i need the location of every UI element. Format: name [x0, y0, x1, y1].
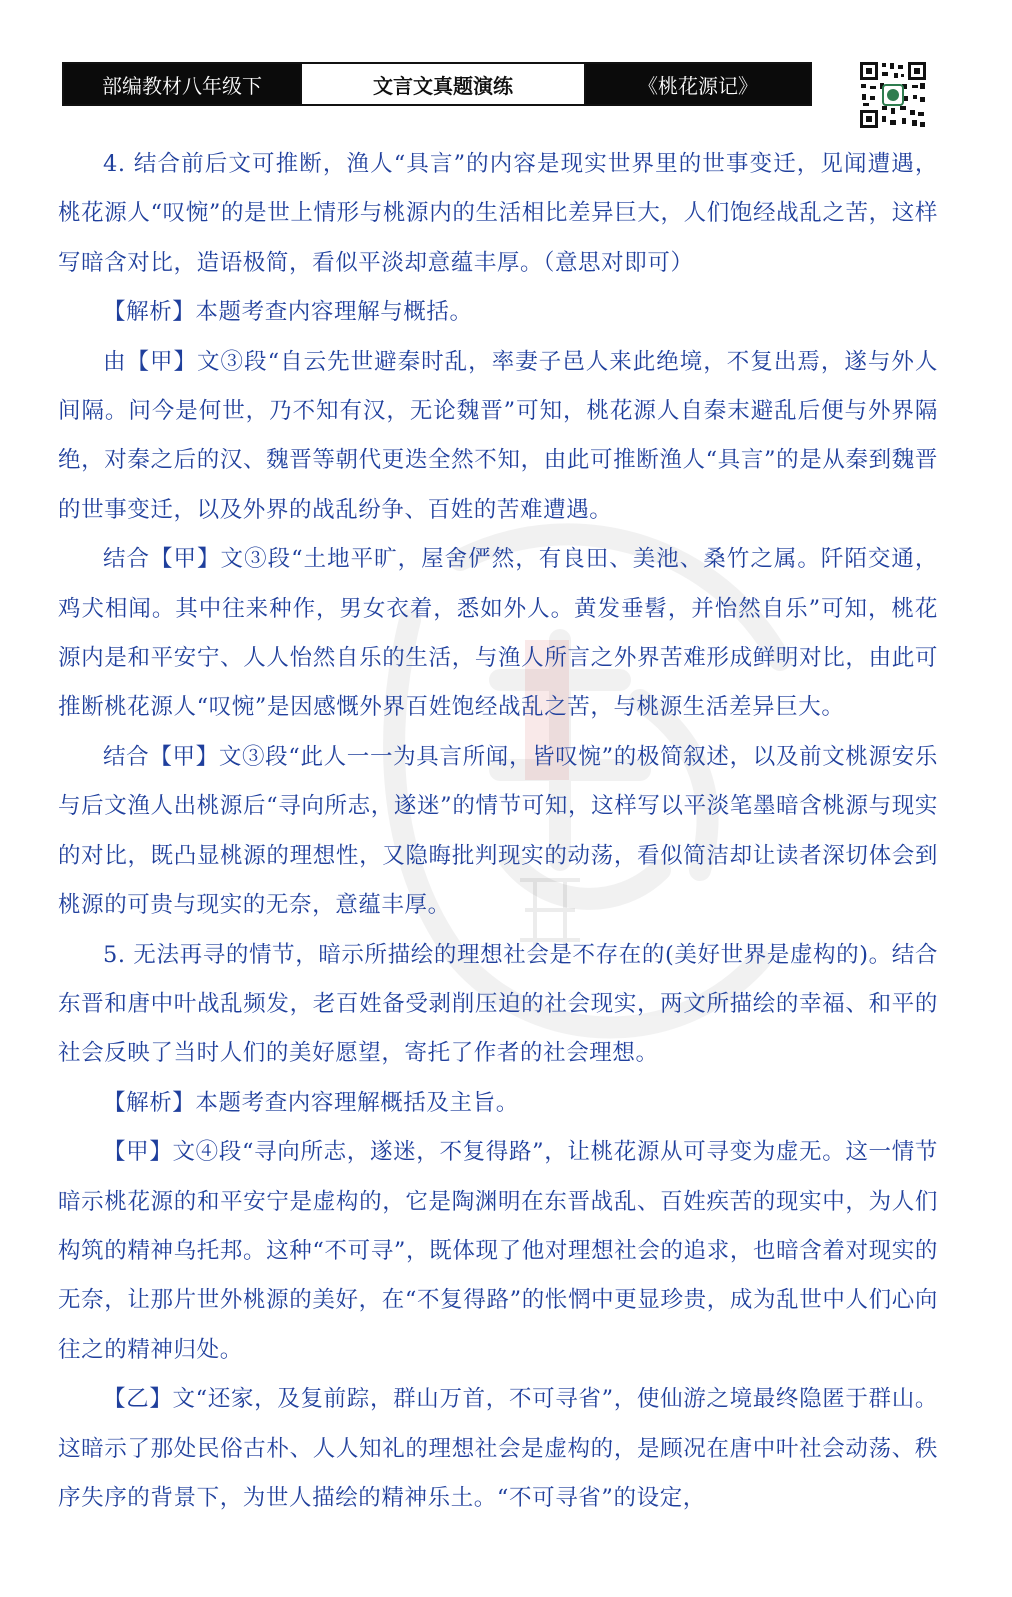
analysis-5-part-1: 【甲】文④段“寻向所志，遂迷，不复得路”，让桃花源从可寻变为虚无。这一情节暗示桃花源的和平安宁是虚构的，它是陶渊明在东晋战乱、百姓疾苦的现实中，为人们构筑的精神乌托邦。这种“不可寻”，既体现了他对理想社会的追求，也暗含着对现实的无奈，让那片世外桃源的美好，在“不复得路”的怅惘中更显珍贵，成为乱世中人们心向往之的精神归处。: [58, 1139, 938, 1363]
answer-content: [58, 140, 938, 1523]
analysis-4-heading: 【解析】本题考查内容理解与概括。: [103, 299, 473, 326]
header-section-title: 文言文真题演练: [300, 64, 586, 104]
header-text-title: 《桃花源记》: [586, 64, 810, 104]
qr-code-icon: [858, 60, 928, 130]
analysis-4-part-2: 结合【甲】文③段“土地平旷，屋舍俨然，有良田、美池、桑竹之属。阡陌交通，鸡犬相闻。其中往来种作，男女衣着，悉如外人。黄发垂髫，并怡然自乐”可知，桃花源内是和平安宁、人人怡然自乐的生活，与渔人所言之外界苦难形成鲜明对比，由此可推断桃花源人“叹惋”是因感慨外界百姓饱经战乱之苦，与桃源生活差异巨大。: [58, 546, 938, 721]
analysis-4-part-1: 由【甲】文③段“自云先世避秦时乱，率妻子邑人来此绝境，不复出焉，遂与外人间隔。问今是何世，乃不知有汉，无论魏晋”可知，桃花源人自秦末避乱后便与外界隔绝，对秦之后的汉、魏晋等朝代更迭全然不知，由此可推断渔人“具言”的是从秦到魏晋的世事变迁，以及外界的战乱纷争、百姓的苦难遭遇。: [58, 348, 938, 523]
page-header: [62, 62, 812, 106]
answer-4: 4. 结合前后文可推断，渔人“具言”的内容是现实世界里的世事变迁，见闻遭遇，桃花源人“叹惋”的是世上情形与桃源内的生活相比差异巨大，人们饱经战乱之苦，这样写暗含对比，造语极简，看似平淡却意蕴丰厚。（意思对即可）: [58, 151, 938, 276]
analysis-5-part-2: 【乙】文“还家，及复前踪，群山万首，不可寻省”，使仙游之境最终隐匿于群山。这暗示了那处民俗古朴、人人知礼的理想社会是虚构的，是顾况在唐中叶社会动荡、秩序失序的背景下，为世人描绘的精神乐土。“不可寻省”的设定，: [58, 1386, 938, 1511]
analysis-5-heading: 【解析】本题考查内容理解概括及主旨。: [103, 1089, 519, 1116]
answer-5: 5. 无法再寻的情节，暗示所描绘的理想社会是不存在的(美好世界是虚构的)。结合东晋和唐中叶战乱频发，老百姓备受剥削压迫的社会现实，两文所描绘的幸福、和平的社会反映了当时人们的美好愿望，寄托了作者的社会理想。: [58, 941, 938, 1067]
analysis-4-part-3: 结合【甲】文③段“此人一一为具言所闻，皆叹惋”的极简叙述，以及前文桃源安乐与后文渔人出桃源后“寻向所志，遂迷”的情节可知，这样写以平淡笔墨暗含桃源与现实的对比，既凸显桃源的理想性，又隐晦批判现实的动荡，看似简洁却让读者深切体会到桃源的可贵与现实的无奈，意蕴丰厚。: [58, 743, 938, 919]
header-grade-label: 部编教材八年级下: [64, 64, 300, 104]
